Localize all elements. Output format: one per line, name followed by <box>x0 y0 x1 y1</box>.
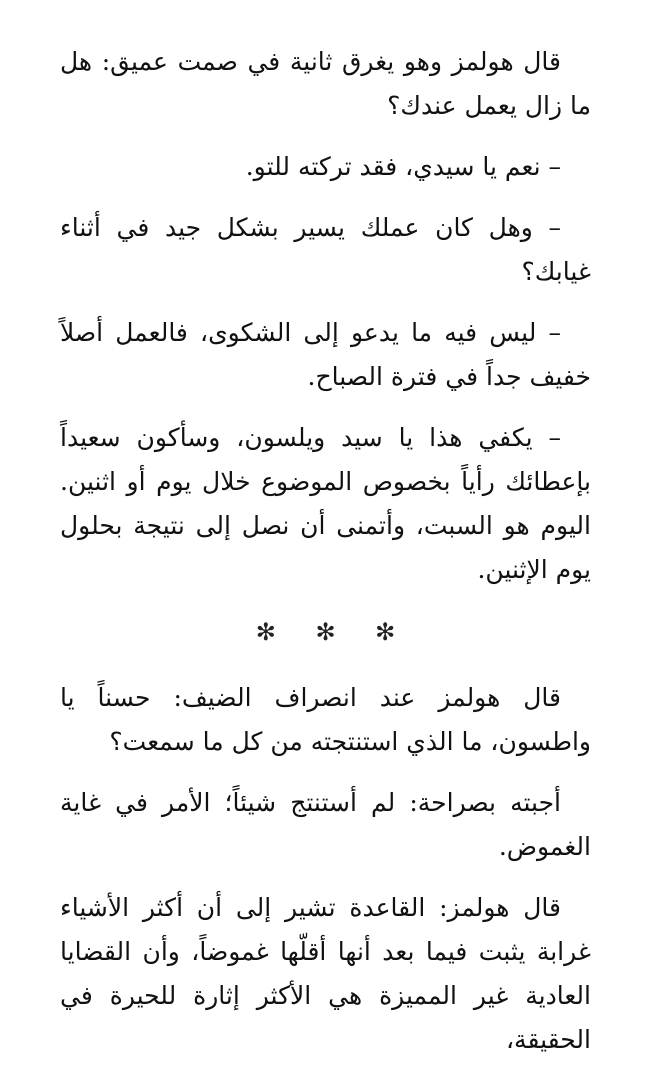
paragraph-holmes-question: قال هولمز وهو يغرق ثانية في صمت عميق: هل ما زال يعمل عندك؟ <box>60 47 591 120</box>
paragraph-holmes-to-watson: قال هولمز عند انصراف الضيف: حسناً يا واطسون، ما الذي استنتجته من كل ما سمعت؟ <box>60 683 591 756</box>
section-separator: ✻ ✻ ✻ <box>255 618 412 646</box>
paragraph-watson-answer: أجبته بصراحة: لم أستنتج شيئاً؛ الأمر في غاية الغموض. <box>60 788 591 861</box>
paragraph-reply-yes: – نعم يا سيدي، فقد تركته للتو. <box>245 152 561 181</box>
paragraph-holmes-rule: قال هولمز: القاعدة تشير إلى أن أكثر الأشياء غرابة يثبت فيما بعد أنها أقلّها غموضاً، وأن القضايا العادية غير المميزة هي الأكثر إثارة للحيرة في الحقيقة، <box>60 893 591 1054</box>
paragraph-holmes-conclusion: – يكفي هذا يا سيد ويلسون، وسأكون سعيداً بإعطائك رأياً بخصوص الموضوع خلال يوم أو اثنين. اليوم هو السبت، وأتمنى أن نصل إلى نتيجة بحلول يوم الإثنين. <box>60 423 591 584</box>
paragraph-work-question: – وهل كان عملك يسير بشكل جيد في أثناء غيابك؟ <box>60 213 591 286</box>
paragraph-work-reply: – ليس فيه ما يدعو إلى الشكوى، فالعمل أصلاً خفيف جداً في فترة الصباح. <box>60 318 591 391</box>
book-page <box>60 40 591 1079</box>
